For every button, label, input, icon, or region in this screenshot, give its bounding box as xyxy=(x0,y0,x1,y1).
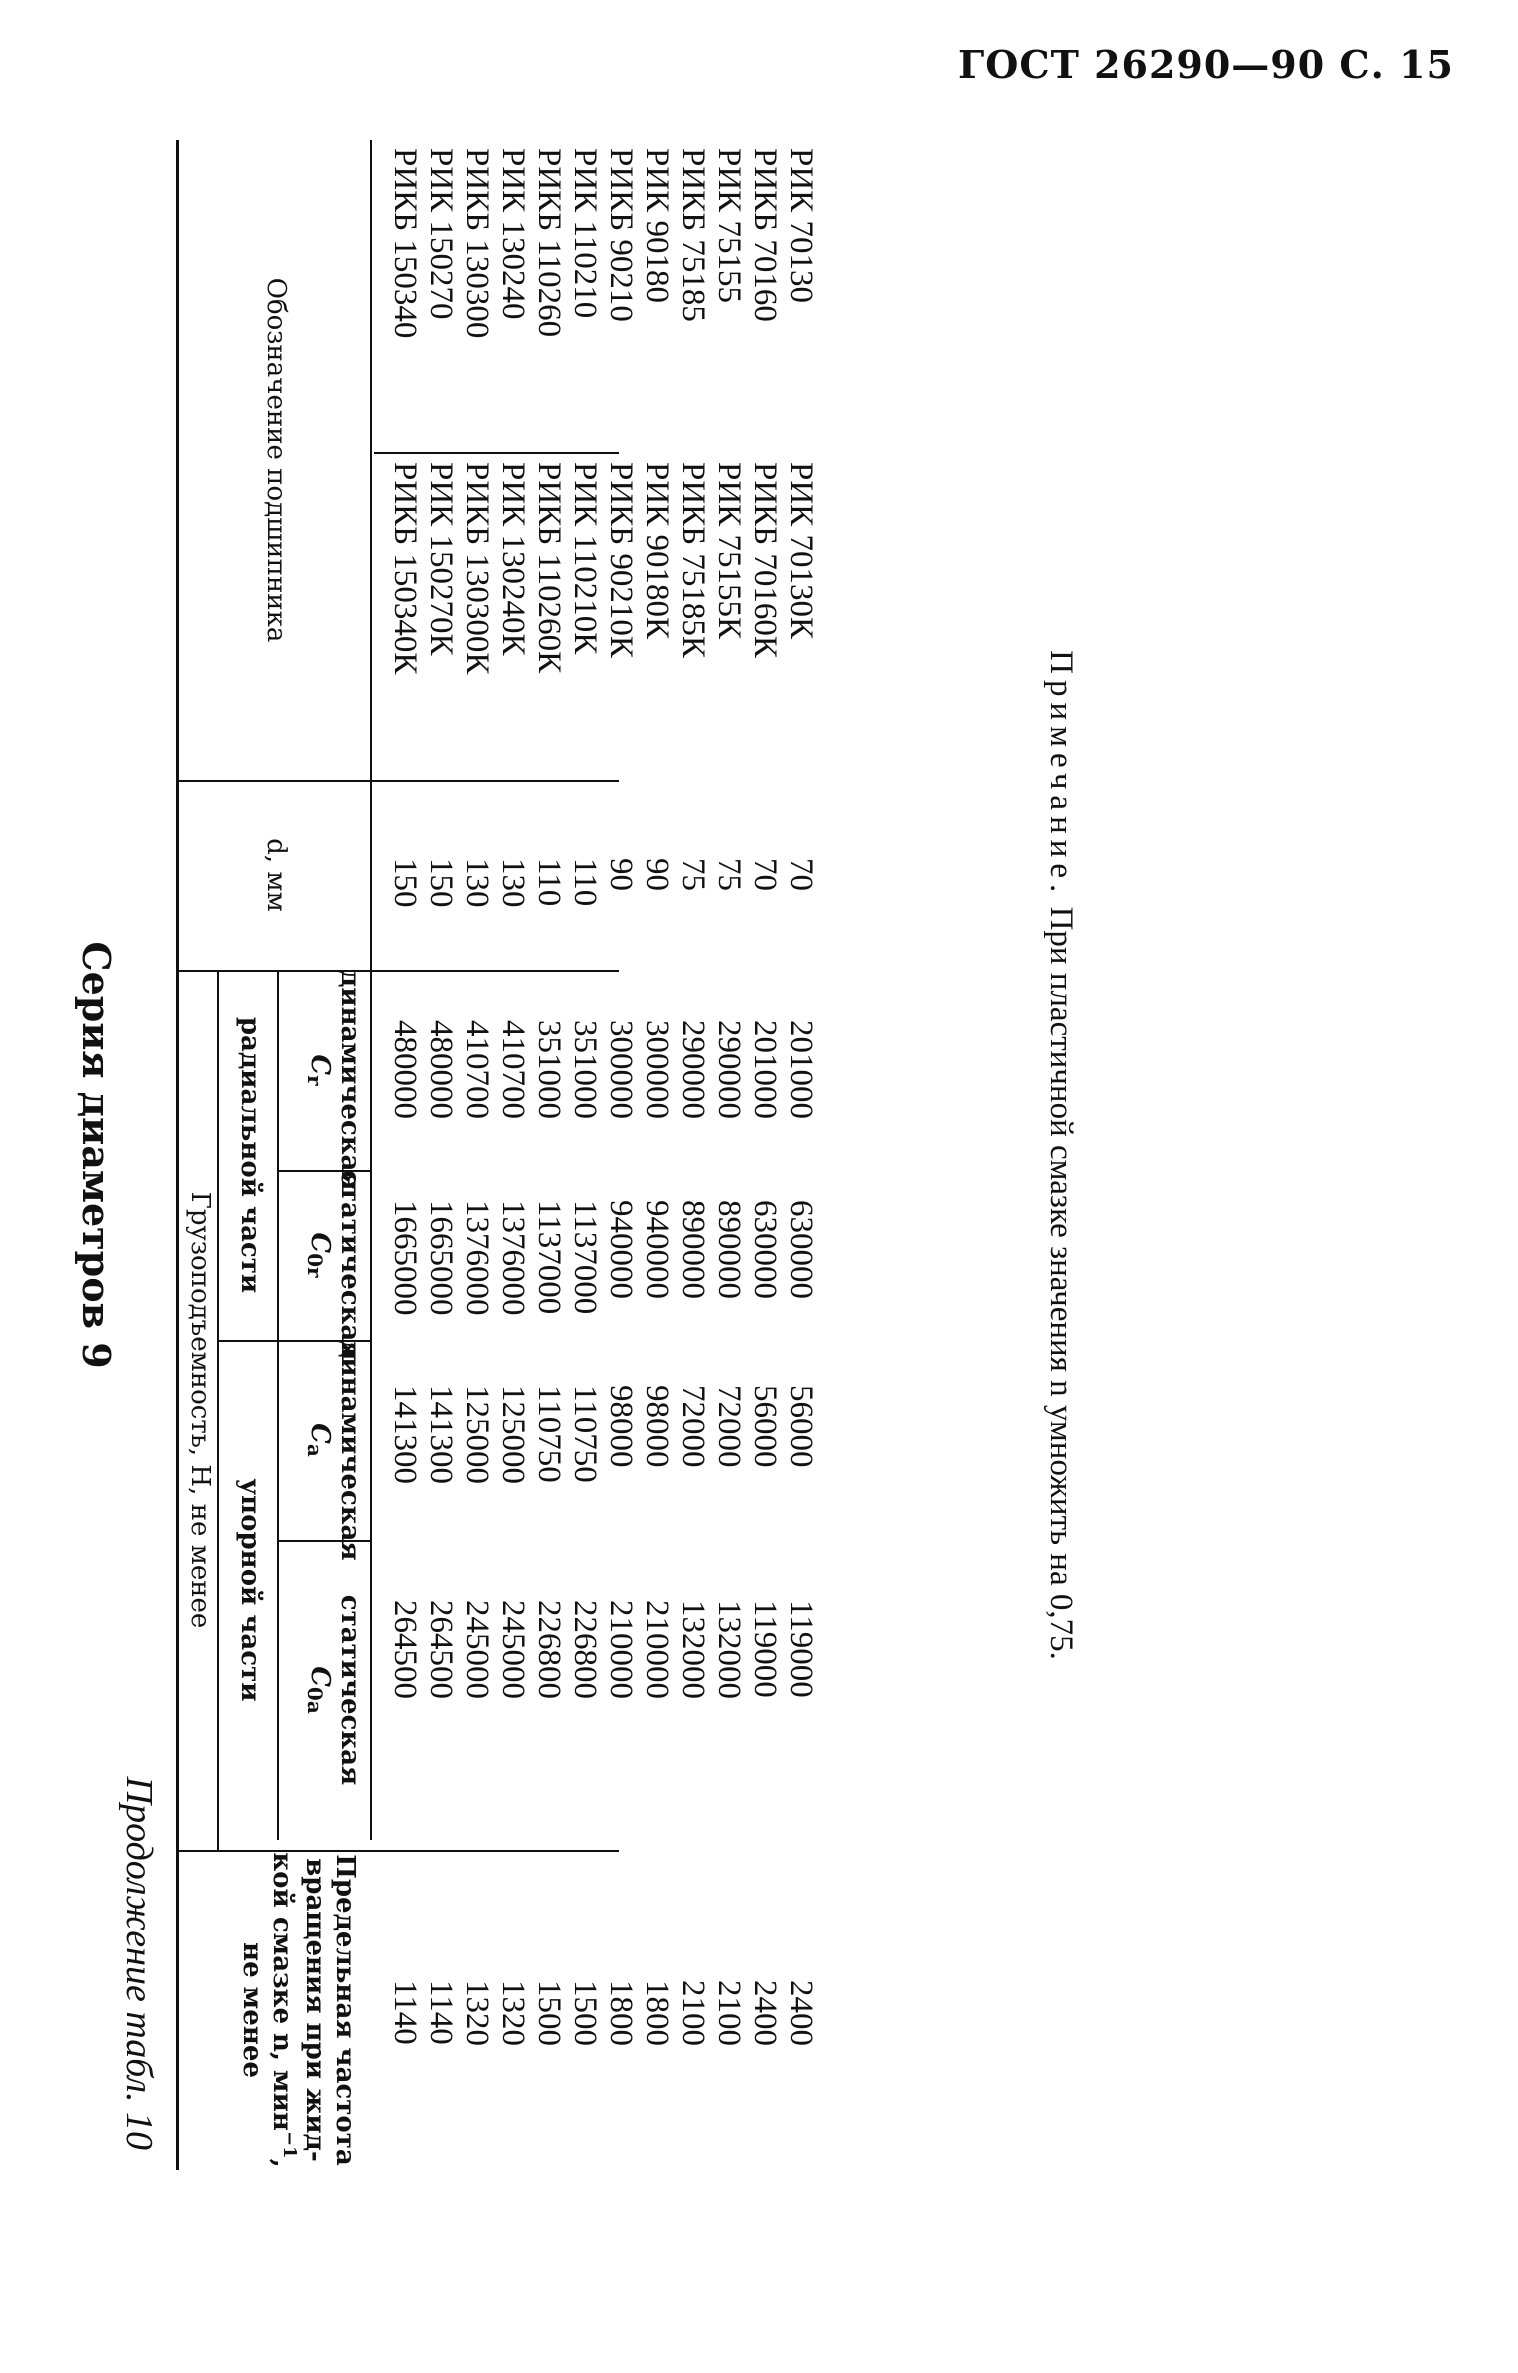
header-speed: Предельная частота вращения при жид- кой смазке n, мин$^{-1}$, не менее xyxy=(237,1852,360,2168)
cell-n-4: 1800 xyxy=(639,1980,675,2046)
cell-c0a-4: 210000 xyxy=(639,1600,675,1699)
page-header: ГОСТ 26290—90 С. 15 xyxy=(958,42,1454,87)
cell-d1-2: РИК 75155 xyxy=(711,148,747,303)
cell-cr-0: 201000 xyxy=(783,1020,819,1119)
cell-d-3: 75 xyxy=(675,858,711,891)
column-d xyxy=(387,858,819,908)
vrule-designation-inner xyxy=(374,452,619,454)
cell-c0a-1: 119000 xyxy=(747,1600,783,1698)
cell-d1-1: РИКБ 70160 xyxy=(747,148,783,322)
cell-c0a-3: 132000 xyxy=(675,1600,711,1699)
cell-cr-10: 480000 xyxy=(423,1020,459,1119)
cell-d2-1: РИКБ 70160К xyxy=(747,462,783,658)
cell-ca-3: 72000 xyxy=(675,1385,711,1468)
header-thrust: упорной части xyxy=(234,1478,265,1702)
cell-c0r-10: 1665000 xyxy=(423,1200,459,1316)
header-stat-thrust: статическая $C_{0a}$ xyxy=(303,1594,365,1786)
cell-n-3: 2100 xyxy=(675,1980,711,2046)
cell-n-2: 2100 xyxy=(711,1980,747,2046)
series-title: Серия диаметров 9 xyxy=(74,941,119,1369)
cell-c0r-8: 1376000 xyxy=(495,1200,531,1316)
cell-cr-9: 410700 xyxy=(459,1020,495,1119)
continuation-label: Продолжение табл. 10 xyxy=(118,1776,160,2150)
cell-d-8: 130 xyxy=(495,858,531,908)
note-text: При пластичной смазке значения n умножить на 0,75. xyxy=(1043,906,1079,1660)
cell-n-5: 1800 xyxy=(603,1980,639,2046)
cell-c0r-11: 1665000 xyxy=(387,1200,423,1316)
cell-cr-3: 290000 xyxy=(675,1020,711,1119)
cell-d2-6: РИК 110210К xyxy=(567,462,603,655)
cell-c0a-11: 264500 xyxy=(387,1600,423,1699)
cell-n-10: 1140 xyxy=(423,1980,459,2045)
cell-c0a-8: 245000 xyxy=(495,1600,531,1699)
cell-d-4: 90 xyxy=(639,858,675,891)
cell-d-0: 70 xyxy=(783,858,819,891)
cell-d1-6: РИК 110210 xyxy=(567,148,603,319)
cell-cr-7: 351000 xyxy=(531,1020,567,1119)
note-lead: Примечание. xyxy=(1043,650,1079,899)
cell-n-6: 1500 xyxy=(567,1980,603,2046)
cell-c0a-5: 210000 xyxy=(603,1600,639,1699)
cell-n-11: 1140 xyxy=(387,1980,423,2045)
cell-d2-10: РИК 150270К xyxy=(423,462,459,656)
cell-d-2: 75 xyxy=(711,858,747,891)
cell-ca-0: 56000 xyxy=(783,1385,819,1468)
column-c0a xyxy=(387,1600,819,1699)
cell-ca-8: 125000 xyxy=(495,1385,531,1484)
column-c0r xyxy=(387,1200,819,1316)
cell-c0a-6: 226800 xyxy=(567,1600,603,1699)
header-stat-radial: статическая $C_{0r}$ xyxy=(303,1170,365,1361)
cell-c0r-9: 1376000 xyxy=(459,1200,495,1316)
cell-n-7: 1500 xyxy=(531,1980,567,2046)
cell-d1-0: РИК 70130 xyxy=(783,148,819,303)
cell-n-8: 1320 xyxy=(495,1980,531,2046)
cell-d1-11: РИКБ 150340 xyxy=(387,148,423,339)
column-designation-2 xyxy=(387,462,819,674)
cell-d-5: 90 xyxy=(603,858,639,891)
cell-n-9: 1320 xyxy=(459,1980,495,2046)
cell-d2-9: РИКБ 130300К xyxy=(459,462,495,675)
cell-d-9: 130 xyxy=(459,858,495,908)
cell-c0a-9: 245000 xyxy=(459,1600,495,1699)
cell-c0a-7: 226800 xyxy=(531,1600,567,1699)
column-designation-1 xyxy=(387,148,819,338)
cell-d2-5: РИКБ 90210К xyxy=(603,462,639,658)
cell-c0r-1: 630000 xyxy=(747,1200,783,1299)
cell-ca-11: 141300 xyxy=(387,1385,423,1484)
cell-n-1: 2400 xyxy=(747,1980,783,2046)
header-capacity: Грузоподъемность, Н, не менее xyxy=(184,1191,215,1629)
cell-d1-4: РИК 90180 xyxy=(639,148,675,303)
bearing-table xyxy=(59,140,1459,2170)
note xyxy=(1042,140,1079,2170)
cell-ca-2: 72000 xyxy=(711,1385,747,1468)
cell-cr-8: 410700 xyxy=(495,1020,531,1119)
cell-ca-5: 98000 xyxy=(603,1385,639,1468)
cell-ca-1: 56000 xyxy=(747,1385,783,1468)
cell-c0a-10: 264500 xyxy=(423,1600,459,1699)
cell-d2-0: РИК 70130К xyxy=(783,462,819,639)
column-cr xyxy=(387,1020,819,1119)
cell-d2-8: РИК 130240К xyxy=(495,462,531,656)
cell-c0r-7: 1137000 xyxy=(531,1200,567,1315)
cell-d2-7: РИКБ 110260К xyxy=(531,462,567,674)
cell-d-1: 70 xyxy=(747,858,783,891)
cell-cr-5: 300000 xyxy=(603,1020,639,1119)
cell-d-10: 150 xyxy=(423,858,459,908)
cell-d1-7: РИКБ 110260 xyxy=(531,148,567,338)
column-ca xyxy=(387,1385,819,1484)
column-speed xyxy=(387,1980,819,2046)
cell-c0r-4: 940000 xyxy=(639,1200,675,1299)
cell-c0a-2: 132000 xyxy=(711,1600,747,1699)
cell-c0r-3: 890000 xyxy=(675,1200,711,1299)
cell-d-11: 150 xyxy=(387,858,423,908)
cell-d-7: 110 xyxy=(531,858,567,907)
cell-d1-10: РИК 150270 xyxy=(423,148,459,320)
cell-c0r-5: 940000 xyxy=(603,1200,639,1299)
header-dyn-radial: динамическая $C_r$ xyxy=(303,970,365,1191)
cell-d1-8: РИК 130240 xyxy=(495,148,531,320)
cell-c0a-0: 119000 xyxy=(783,1600,819,1698)
cell-d1-3: РИКБ 75185 xyxy=(675,148,711,322)
cell-cr-4: 300000 xyxy=(639,1020,675,1119)
cell-d-6: 110 xyxy=(567,858,603,907)
cell-c0r-6: 1137000 xyxy=(567,1200,603,1315)
cell-ca-4: 98000 xyxy=(639,1385,675,1468)
cell-d2-3: РИКБ 75185К xyxy=(675,462,711,658)
cell-d2-4: РИК 90180К xyxy=(639,462,675,639)
cell-c0r-2: 890000 xyxy=(711,1200,747,1299)
header-dyn-thrust: динамическая $C_a$ xyxy=(303,1340,365,1561)
header-designation: Обозначение подшипника xyxy=(261,277,292,643)
cell-ca-7: 110750 xyxy=(531,1385,567,1483)
cell-d2-2: РИК 75155К xyxy=(711,462,747,639)
cell-n-0: 2400 xyxy=(783,1980,819,2046)
cell-ca-9: 125000 xyxy=(459,1385,495,1484)
cell-d1-9: РИКБ 130300 xyxy=(459,148,495,339)
cell-ca-10: 141300 xyxy=(423,1385,459,1484)
cell-cr-2: 290000 xyxy=(711,1020,747,1119)
cell-d1-5: РИКБ 90210 xyxy=(603,148,639,322)
cell-cr-6: 351000 xyxy=(567,1020,603,1119)
cell-cr-1: 201000 xyxy=(747,1020,783,1119)
cell-cr-11: 480000 xyxy=(387,1020,423,1119)
cell-d2-11: РИКБ 150340К xyxy=(387,462,423,675)
rotated-table-block xyxy=(59,140,1459,2170)
cell-ca-6: 110750 xyxy=(567,1385,603,1483)
header-radial: радиальной части xyxy=(234,1016,265,1294)
header-d: d, мм xyxy=(261,838,292,912)
cell-c0r-0: 630000 xyxy=(783,1200,819,1299)
